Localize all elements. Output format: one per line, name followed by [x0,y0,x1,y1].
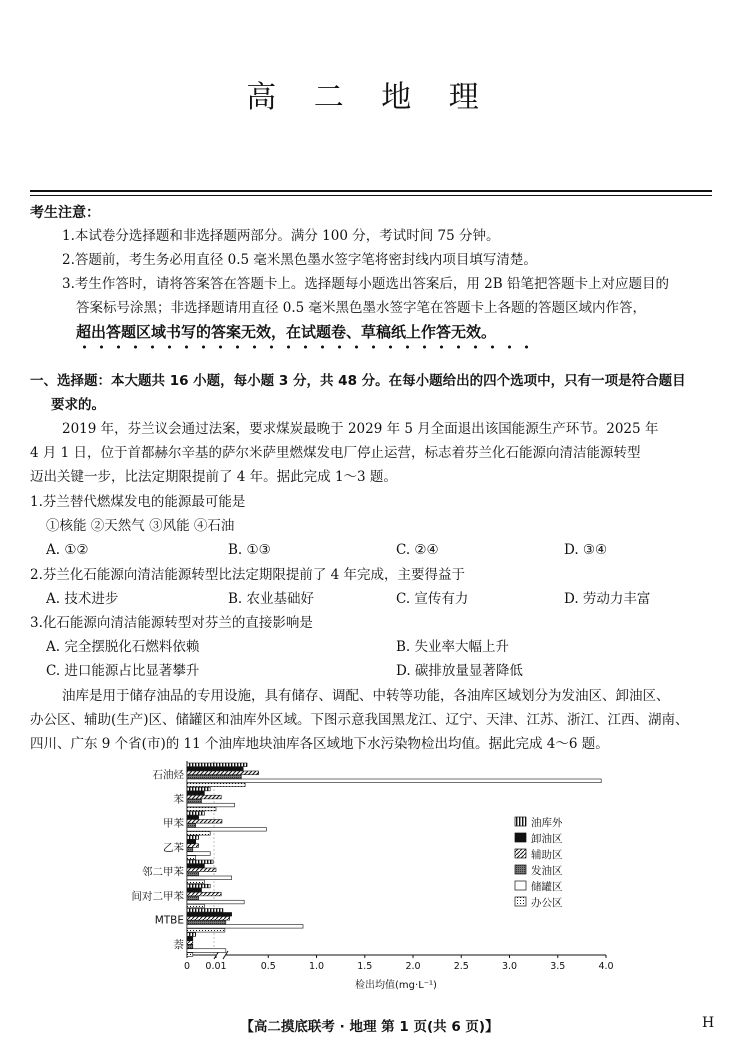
bar [187,820,222,824]
legend-label: 辅助区 [531,849,563,861]
category-label: 石油烃 [152,769,184,781]
legend-swatch [515,817,526,826]
bar [187,824,196,828]
passage1-line-2: 4 月 1 日，位于首都赫尔辛基的萨尔米萨里燃煤发电厂停止运营，标志着芬兰化石能源向清洁能源转型 [30,445,641,461]
q2-option-c: C. 宣传有力 [396,591,469,607]
x-tick-label: 3.5 [550,961,566,972]
bar [187,807,216,811]
x-axis-label: 检出均值(mg·L⁻¹) [355,980,437,991]
bar [187,941,193,945]
bar [187,896,199,900]
bar [187,795,221,799]
header-rule [30,190,712,192]
bar [187,876,232,880]
bar [187,791,204,795]
legend-label: 发油区 [531,865,563,877]
q2-option-b: B. 农业基础好 [228,591,315,607]
x-tick-label: 4.0 [598,961,614,972]
bar [187,904,204,908]
legend-swatch [515,833,526,842]
notice-item-3: 3.考生作答时，请将答案答在答题卡上。选择题每小题选出答案后，用 2B 铅笔把答题卡上对应题目的 [62,276,669,292]
page-footer: 【高二摸底联考 · 地理 第 1 页(共 6 页)】 [240,1019,499,1035]
bar [187,852,210,856]
bar [187,844,199,848]
category-label: 甲苯 [163,817,184,830]
q2-option-d: D. 劳动力丰富 [564,591,651,607]
bar [187,892,221,896]
header-rule-thin [30,195,712,196]
q1-stem: 1.芬兰替代燃煤发电的能源最可能是 [30,494,246,510]
bar [187,921,226,925]
legend-label: 卸油区 [531,833,563,845]
notice-item-3-cont: 答案标号涂黑；非选择题请用直径 0.5 毫米黑色墨水签字笔在答题卡上各题的答题区域内作答， [76,300,647,316]
x-tick-label: 3.0 [501,961,518,972]
q2-option-a: A. 技术进步 [46,591,119,607]
q3-option-a: A. 完全摆脱化石燃料依赖 [46,639,200,655]
legend-label: 油库外 [531,817,563,829]
bar [187,828,266,832]
footer-version-mark: H [702,1015,715,1031]
legend-swatch [515,849,526,858]
bar [187,868,216,872]
x-tick-label: 0.01 [205,961,227,972]
notice-emphasis: 超出答题区域书写的答案无效，在试题卷、草稿纸上作答无效。 [76,323,497,341]
bar [187,909,223,913]
q2-stem: 2.芬兰化石能源向清洁能源转型比法定期限提前了 4 年完成，主要得益于 [30,567,466,583]
bar [187,783,245,787]
notice-item-1: 1.本试卷分选择题和非选择题两部分。满分 100 分，考试时间 75 分钟。 [62,228,500,244]
bar [187,925,303,929]
x-tick-label: 2.5 [453,961,469,972]
bar [187,840,196,844]
x-tick-label: 2.0 [405,961,421,972]
bar [187,816,199,820]
q3-stem: 3.化石能源向清洁能源转型对芬兰的直接影响是 [30,615,313,631]
legend-label: 储罐区 [531,881,563,893]
category-label: 苯 [173,793,184,806]
q1-option-b: B. ①③ [228,542,271,558]
passage2-line-1: 油库是用于储存油品的专用设施，具有储存、调配、中转等功能，各油库区域划分为发油区、卸油区、 [62,688,670,704]
bar [187,917,230,921]
passage2-line-2: 办公区、辅助(生产)区、储罐区和油库外区域。下图示意我国黑龙江、辽宁、天津、江苏、浙江、江西、湖南、 [30,712,689,728]
bar [187,860,213,864]
legend-swatch [515,881,526,890]
bar [187,929,225,933]
x-tick-label: 0 [183,961,191,972]
bar [187,937,193,941]
x-tick-label: 1.5 [357,961,373,972]
q1-option-a: A. ①② [46,542,89,558]
q3-option-b: B. 失业率大幅上升 [396,639,510,655]
q1-sub: ①核能 ②天然气 ③风能 ④石油 [46,518,235,534]
bar [187,779,601,783]
legend-label: 办公区 [531,897,563,909]
bar [187,949,226,953]
legend-swatch [515,897,526,906]
q3-option-d: D. 碳排放量显著降低 [396,663,523,679]
section1-heading-cont: 要求的。 [51,397,105,413]
bar [187,812,204,816]
bar [187,933,196,937]
bar [187,884,210,888]
bar [187,775,241,779]
bar [187,799,202,803]
notice-item-2: 2.答题前，考生务必用直径 0.5 毫米黑色墨水签字笔将密封线内项目填写清楚。 [62,252,537,268]
bar [187,945,193,949]
bar [187,913,232,917]
category-label: 邻二甲苯 [142,866,184,878]
bar [187,836,199,840]
bar [187,864,204,868]
x-tick-label: 1.0 [308,961,325,972]
q1-option-c: C. ②④ [396,542,439,558]
bar [187,763,247,767]
bar [187,832,210,836]
legend-swatch [515,865,526,874]
category-label: 间对二甲苯 [131,890,184,903]
category-label: 乙苯 [163,841,184,854]
emphasis-dots [76,344,528,350]
bar [187,848,193,852]
x-tick-label: 0.5 [260,961,276,972]
passage2-line-3: 四川、广东 9 个省(市)的 11 个油库地块油库各区域地下水污染物检出均值。据此完成 4～6 题。 [30,736,609,752]
bar [187,803,235,807]
bar [187,888,202,892]
category-label: 萘 [173,938,184,951]
passage1-line-1: 2019 年，芬兰议会通过法案，要求煤炭最晚于 2029 年 5 月全面退出该国能源生产环节。2025 年 [62,421,659,437]
bar [187,880,204,884]
bar [187,856,196,860]
page-title: 高 二 地 理 [246,80,493,115]
bar [187,767,243,771]
notice-heading: 考生注意： [30,205,100,221]
section1-heading: 一、选择题：本大题共 16 小题，每小题 3 分，共 48 分。在每小题给出的四个选项中，只有一项是符合题目 [30,373,686,389]
bar [187,787,210,791]
bar [187,771,259,775]
pollutant-chart [0,755,739,1010]
q1-option-d: D. ③④ [564,542,608,558]
bar [187,953,193,957]
bar [187,900,244,904]
q3-option-c: C. 进口能源占比显著攀升 [46,663,200,679]
bar [187,872,199,876]
category-label: MTBE [154,914,184,927]
passage1-line-3: 迈出关键一步，比法定期限提前了 4 年。据此完成 1～3 题。 [30,469,397,485]
